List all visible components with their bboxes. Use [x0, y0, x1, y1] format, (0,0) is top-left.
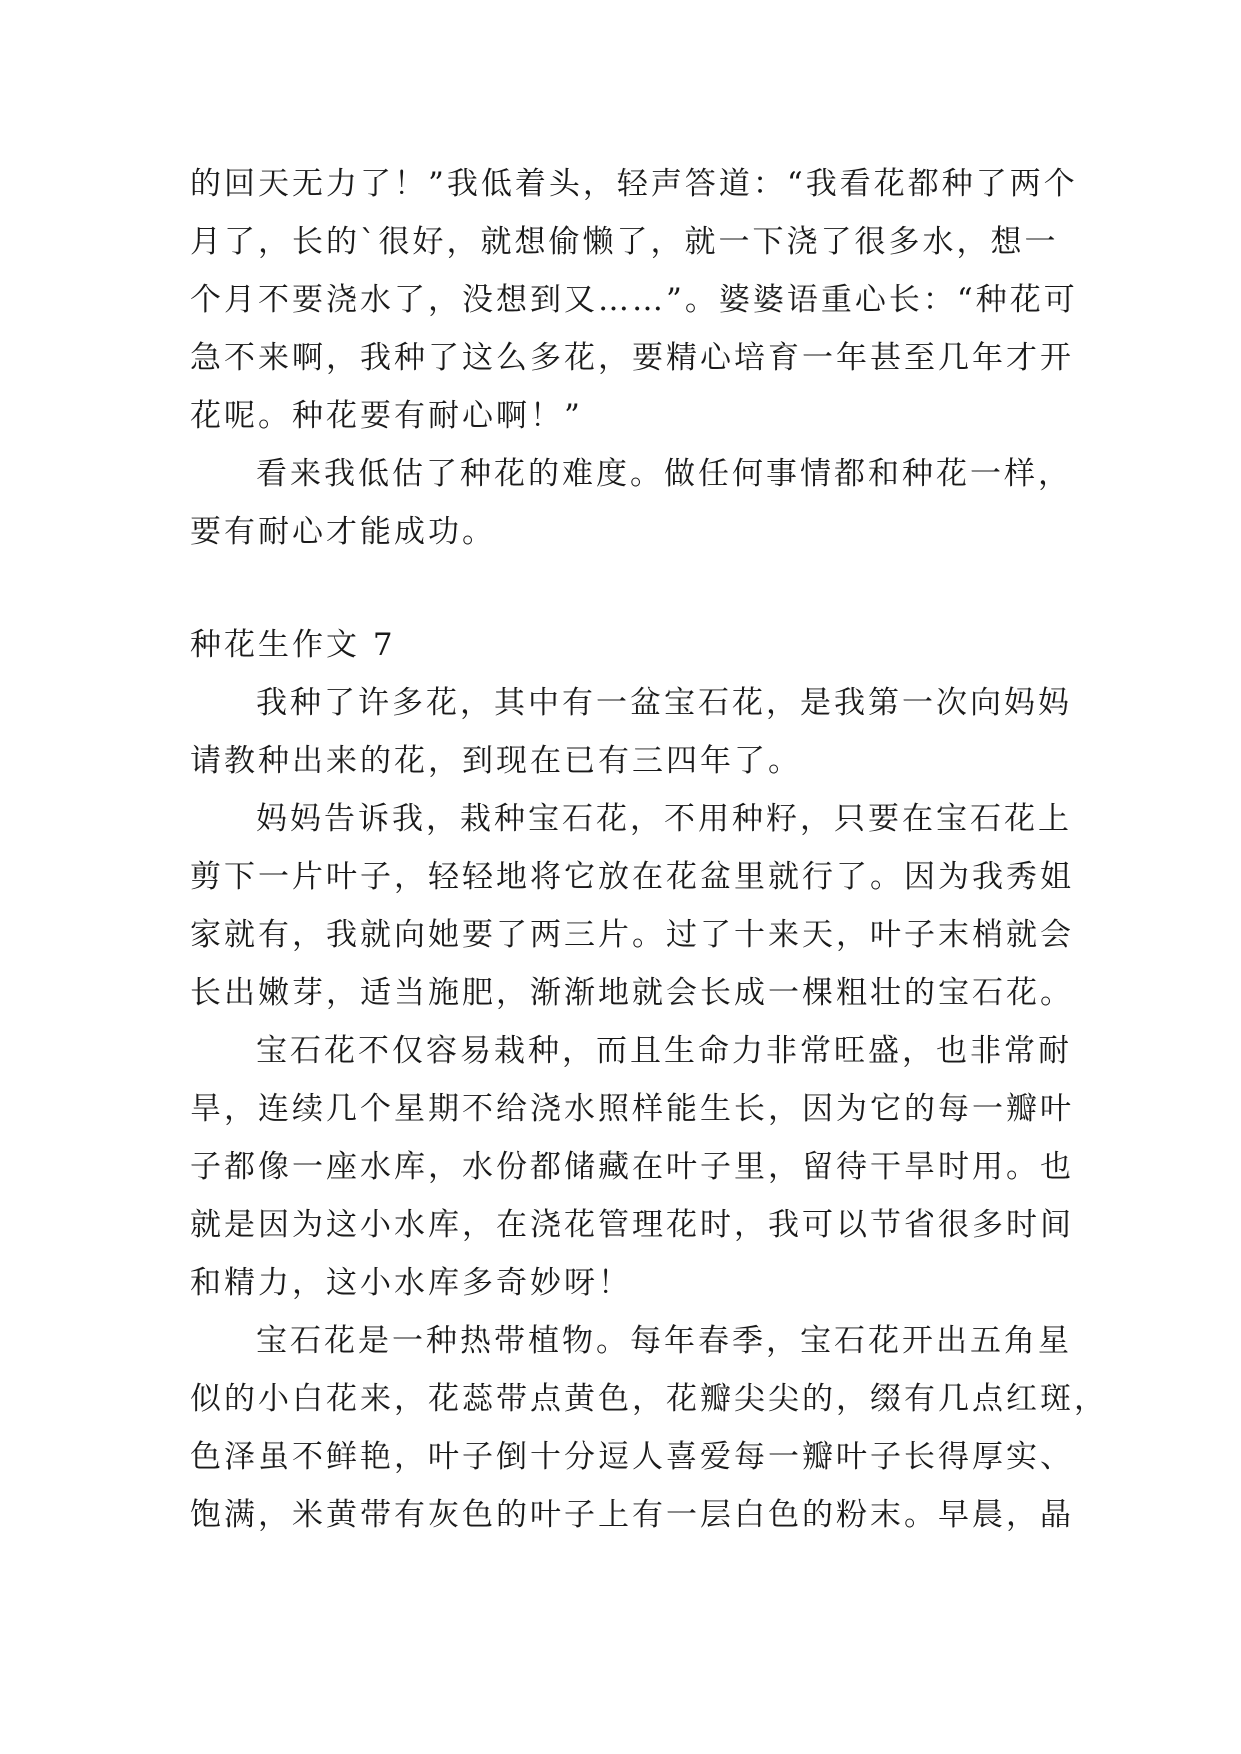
text-line: 要有耐心才能成功。 [190, 514, 496, 550]
paragraph-first-line: 妈妈告诉我，栽种宝石花，不用种籽，只要在宝石花上 [256, 801, 1072, 837]
text-line: 剪下一片叶子，轻轻地将它放在花盆里就行了。因为我秀姐 [190, 859, 1074, 895]
text-line: 似的小白花来，花蕊带点黄色，花瓣尖尖的，缀有几点红斑， [190, 1381, 1108, 1417]
text-line: 花呢。种花要有耐心啊！” [190, 398, 583, 434]
text-line: 月了，长的`很好，就想偷懒了，就一下浇了很多水，想一 [190, 224, 1059, 260]
text-line: 急不来啊，我种了这么多花，要精心培育一年甚至几年才开 [190, 340, 1074, 376]
text-line: 旱，连续几个星期不给浇水照样能生长，因为它的每一瓣叶 [190, 1091, 1074, 1127]
text-line: 长出嫩芽，适当施肥，渐渐地就会长成一棵粗壮的宝石花。 [190, 975, 1074, 1011]
paragraph-first-line: 我种了许多花，其中有一盆宝石花，是我第一次向妈妈 [256, 685, 1072, 721]
text-line: 个月不要浇水了，没想到又……”。婆婆语重心长：“种花可 [190, 282, 1078, 318]
text-line: 子都像一座水库，水份都储藏在叶子里，留待干旱时用。也 [190, 1149, 1074, 1185]
paragraph-first-line: 宝石花是一种热带植物。每年春季，宝石花开出五角星 [256, 1323, 1072, 1359]
text-line: 请教种出来的花，到现在已有三四年了。 [190, 743, 802, 779]
text-line: 的回天无力了！”我低着头，轻声答道：“我看花都种了两个 [190, 166, 1078, 202]
section-heading: 种花生作文 7 [190, 627, 396, 663]
text-line: 就是因为这小水库，在浇花管理花时，我可以节省很多时间 [190, 1207, 1074, 1243]
text-line: 家就有，我就向她要了两三片。过了十来天，叶子末梢就会 [190, 917, 1074, 953]
text-line: 和精力，这小水库多奇妙呀！ [190, 1265, 632, 1301]
text-line: 饱满，米黄带有灰色的叶子上有一层白色的粉末。早晨，晶 [190, 1497, 1074, 1533]
paragraph-first-line: 宝石花不仅容易栽种，而且生命力非常旺盛，也非常耐 [256, 1033, 1072, 1069]
paragraph-first-line: 看来我低估了种花的难度。做任何事情都和种花一样， [256, 456, 1072, 492]
text-line: 色泽虽不鲜艳，叶子倒十分逗人喜爱每一瓣叶子长得厚实、 [190, 1439, 1074, 1475]
